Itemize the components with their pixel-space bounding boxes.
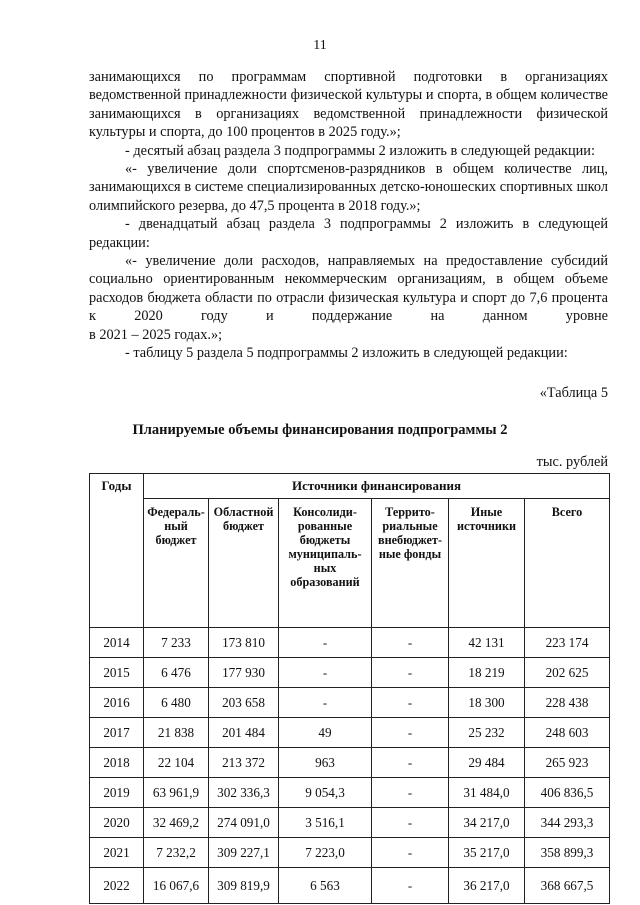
paragraph-amendment-10: - десятый абзац раздела 3 подпрограммы 2 изложить в следующей редакции: [125,142,595,159]
regional-cell: 309 819,9 [209,868,279,904]
federal-cell: 22 104 [144,748,209,778]
municipal-cell: 3 516,1 [279,808,372,838]
municipal-cell: 49 [279,718,372,748]
table-row [90,628,610,658]
table-row [90,718,610,748]
federal-cell: 21 838 [144,718,209,748]
federal-cell: 7 232,2 [144,838,209,868]
year-cell: 2020 [90,808,144,838]
extrabudgetary-cell: - [372,718,449,748]
municipal-cell: 9 054,3 [279,778,372,808]
municipal-cell: - [279,628,372,658]
page-number: 11 [313,38,327,53]
table-row [90,838,610,868]
table-row [90,778,610,808]
municipal-budgets-header: Консолиди- рованные бюджеты муниципаль- ных образований [279,499,372,628]
regional-budget-header: Областной бюджет [209,499,279,628]
municipal-cell: - [279,658,372,688]
year-cell: 2017 [90,718,144,748]
other-cell: 36 217,0 [449,868,525,904]
other-cell: 18 300 [449,688,525,718]
table-row [90,658,610,688]
table-label: «Таблица 5 [539,385,608,401]
paragraph-quote-subsidies: «- увеличение доли расходов, направляемых на предоставление субсидий социально ориентированным некоммерческим организациям, в общем объеме расходов бюджета области по отрасли физическая культура и спорт до 7,6 процента к 2020 году и поддержание на данном уровне [89,253,608,325]
extrabudgetary-cell: - [372,808,449,838]
total-cell: 202 625 [525,658,610,688]
other-cell: 31 484,0 [449,778,525,808]
paragraph-quote-subsidies-end: в 2021 – 2025 годах.»; [89,326,223,343]
year-cell: 2021 [90,838,144,868]
federal-budget-header: Федераль- ный бюджет [144,499,209,628]
regional-cell: 177 930 [209,658,279,688]
table-title: Планируемые объемы финансирования подпрограммы 2 [132,422,508,438]
federal-cell: 6 476 [144,658,209,688]
extrabudgetary-cell: - [372,658,449,688]
total-cell: 223 174 [525,628,610,658]
other-cell: 34 217,0 [449,808,525,838]
body-text [89,68,608,363]
other-sources-header: Иные источники [449,499,525,628]
units-label: тыс. рублей [536,454,608,470]
federal-cell: 63 961,9 [144,778,209,808]
year-cell: 2022 [90,868,144,904]
total-cell: 228 438 [525,688,610,718]
municipal-cell: 6 563 [279,868,372,904]
regional-cell: 309 227,1 [209,838,279,868]
year-cell: 2016 [90,688,144,718]
regional-cell: 213 372 [209,748,279,778]
total-cell: 265 923 [525,748,610,778]
regional-cell: 302 336,3 [209,778,279,808]
extrabudgetary-cell: - [372,868,449,904]
total-cell: 406 836,5 [525,778,610,808]
municipal-cell: 7 223,0 [279,838,372,868]
total-cell: 368 667,5 [525,868,610,904]
regional-cell: 203 658 [209,688,279,718]
paragraph-quote-athletes: «- увеличение доли спортсменов-разрядников в общем количестве лиц, занимающихся в системе специализированных детско-юношеских спортивных школ олимпийского резерва, до 47,5 процента в 2018 году.»; [89,161,608,214]
municipal-cell: 963 [279,748,372,778]
total-header: Всего [525,499,610,628]
other-cell: 18 219 [449,658,525,688]
federal-cell: 6 480 [144,688,209,718]
extrabudgetary-cell: - [372,628,449,658]
federal-cell: 7 233 [144,628,209,658]
year-cell: 2015 [90,658,144,688]
other-cell: 42 131 [449,628,525,658]
extrabudgetary-cell: - [372,688,449,718]
total-cell: 358 899,3 [525,838,610,868]
paragraph-amendment-12: - двенадцатый абзац раздела 3 подпрограммы 2 изложить в следующей редакции: [89,216,608,251]
table-row [90,808,610,838]
regional-cell: 201 484 [209,718,279,748]
other-cell: 35 217,0 [449,838,525,868]
year-cell: 2019 [90,778,144,808]
regional-cell: 173 810 [209,628,279,658]
years-header: Годы [90,474,144,628]
extrabudgetary-cell: - [372,778,449,808]
paragraph-continuation: занимающихся по программам спортивной подготовки в организациях ведомственной принадлежности физической культуры и спорта, в общем количестве занимающихся в организациях ведомственной принадлежности физической культуры и спорта, до 100 процентов в 2025 году.»; [89,69,608,141]
regional-cell: 274 091,0 [209,808,279,838]
total-cell: 248 603 [525,718,610,748]
sources-header: Источники финансирования [144,474,610,499]
financing-table [89,473,610,904]
table-row [90,748,610,778]
federal-cell: 16 067,6 [144,868,209,904]
other-cell: 29 484 [449,748,525,778]
table-row [90,868,610,904]
paragraph-table-amendment: - таблицу 5 раздела 5 подпрограммы 2 изложить в следующей редакции: [125,345,568,362]
year-cell: 2018 [90,748,144,778]
total-cell: 344 293,3 [525,808,610,838]
table-row [90,688,610,718]
extrabudgetary-funds-header: Террито- риальные внебюджет- ные фонды [372,499,449,628]
extrabudgetary-cell: - [372,748,449,778]
extrabudgetary-cell: - [372,838,449,868]
other-cell: 25 232 [449,718,525,748]
federal-cell: 32 469,2 [144,808,209,838]
year-cell: 2014 [90,628,144,658]
municipal-cell: - [279,688,372,718]
